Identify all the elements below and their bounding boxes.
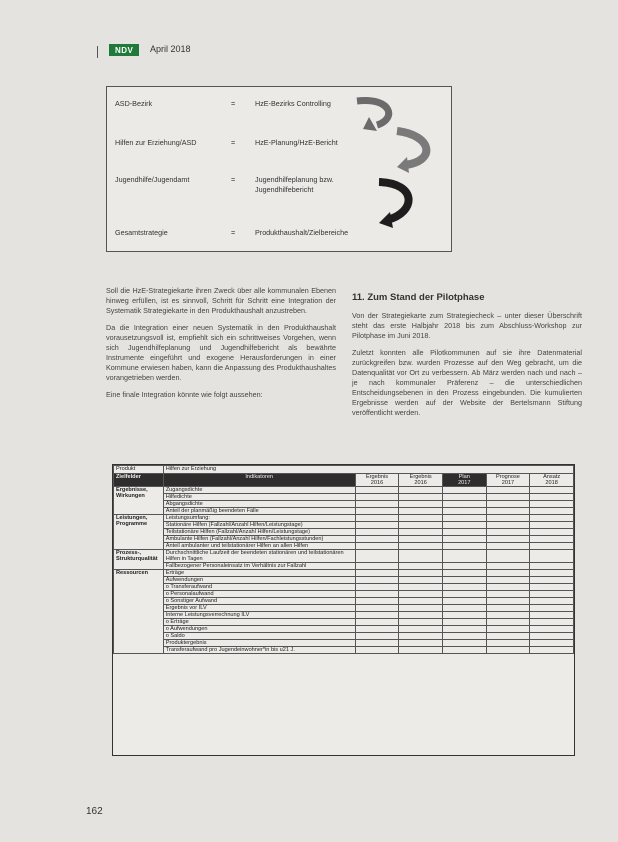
indicator-cell: Stationäre Hilfen (Fallzahl/Anzahl Hilfen/Leistungstage): [163, 522, 355, 529]
indicator-cell: o Personalaufwand: [163, 591, 355, 598]
indicator-cell: Erträge: [163, 570, 355, 577]
value-cell: [442, 536, 486, 543]
table-row: [114, 522, 574, 529]
figure-row-left: Jugendhilfe/Jugendamt: [115, 175, 190, 184]
value-cell: [399, 570, 443, 577]
table-row: [114, 501, 574, 508]
figure-row-equals: =: [231, 175, 236, 184]
value-cell: [442, 605, 486, 612]
value-cell: [399, 508, 443, 515]
value-cell: [530, 647, 574, 654]
header-year: 2018: [545, 480, 558, 486]
value-cell: [355, 591, 399, 598]
value-cell: [486, 626, 530, 633]
value-cell: [486, 543, 530, 550]
value-cell: [355, 598, 399, 605]
value-cell: [530, 494, 574, 501]
value-cell: [355, 612, 399, 619]
value-cell: [486, 487, 530, 494]
indicator-cell: Teilstationäre Hilfen (Fallzahl/Anzahl Hilfen/Leistungstage): [163, 529, 355, 536]
value-cell: [442, 647, 486, 654]
curved-arrow-3: [379, 182, 409, 220]
value-cell: [442, 494, 486, 501]
header-cell: [442, 474, 486, 487]
value-cell: [486, 570, 530, 577]
indicator-cell: Abgangsdichte: [163, 501, 355, 508]
figure-row-equals: =: [231, 228, 236, 237]
value-cell: [399, 598, 443, 605]
header-cell: Hilfen zur Erziehung: [163, 466, 573, 474]
value-cell: [442, 626, 486, 633]
indicator-cell: Anteil ambulanter und teilstationärer Hilfen an allen Hilfen: [163, 543, 355, 550]
figure-row-right: HzE-Bezirks Controlling: [255, 99, 331, 108]
value-cell: [486, 633, 530, 640]
value-cell: [442, 508, 486, 515]
value-cell: [486, 584, 530, 591]
table-row: [114, 570, 574, 577]
table-row: [114, 633, 574, 640]
table-row: [114, 494, 574, 501]
value-cell: [442, 570, 486, 577]
value-cell: [486, 550, 530, 563]
value-cell: [399, 626, 443, 633]
value-cell: [530, 550, 574, 563]
value-cell: [530, 598, 574, 605]
value-cell: [355, 550, 399, 563]
value-cell: [486, 529, 530, 536]
header-cell: Indikatoren: [163, 474, 355, 487]
indicator-cell: Produktergebnis: [163, 640, 355, 647]
value-cell: [355, 647, 399, 654]
value-cell: [355, 515, 399, 522]
header-cell: Produkt: [114, 466, 164, 474]
indicator-cell: Transferaufwand pro Jugendeinwohner*in bis u21 J.: [163, 647, 355, 654]
curved-arrows: [107, 87, 451, 251]
value-cell: [486, 612, 530, 619]
header-cell: [399, 474, 443, 487]
paragraph: Da die Integration einer neuen Systematik in den Produkthaushalt vorausetzungsvoll ist, empfiehlt sich ein schrittweises Vorgehen, wenn sich Jugendhilfeplanung und Jugendhilfebericht als bewährte Instrumente eingeführt und exogene Herausforderungen in einer Kommune erwiesen haben, kann die Anpassung des Produkthaushaltes vorangetrieben werden.: [106, 323, 336, 382]
paragraph: Zuletzt konnten alle Pilotkommunen auf sie ihre Datenmaterial zurückgreifen bzw. wurden Prozesse auf den Weg gebracht, um die Datenqualität vor Ort zu verbessern. Ab März werden nach und nach – je nach kommunaler Präferenz – die unterschiedlichen Entscheidungsebenen in den Prozess eingebunden. Die kumulierten Ergebnisse werden auf der Website der Bertelsmann Stiftung veröffentlicht werden.: [352, 348, 582, 417]
header-rule: [97, 46, 98, 58]
value-cell: [530, 577, 574, 584]
figure-row-right: Jugendhilfeplanung bzw. Jugendhilfebericht: [255, 175, 334, 194]
group-label: Prozess-, Strukturqualität: [114, 550, 164, 570]
value-cell: [355, 529, 399, 536]
value-cell: [486, 536, 530, 543]
value-cell: [355, 494, 399, 501]
value-cell: [442, 563, 486, 570]
value-cell: [486, 577, 530, 584]
value-cell: [399, 487, 443, 494]
publication-badge: NDV: [109, 44, 139, 56]
figure-row-right: HzE-Planung/HzE-Bericht: [255, 138, 338, 147]
header-label: Prognose: [495, 474, 520, 480]
value-cell: [530, 584, 574, 591]
value-cell: [355, 640, 399, 647]
value-cell: [442, 550, 486, 563]
table-row: [114, 508, 574, 515]
value-cell: [399, 619, 443, 626]
page-number: 162: [86, 806, 103, 817]
figure-row-right: Produkthaushalt/Zielbereiche: [255, 228, 349, 237]
indicator-cell: Ambulante Hilfen (Fallzahl/Anzahl Hilfen/Fachleistungsstunden): [163, 536, 355, 543]
value-cell: [486, 515, 530, 522]
value-cell: [530, 640, 574, 647]
table-row: [114, 640, 574, 647]
value-cell: [399, 640, 443, 647]
indicator-cell: o Transferaufwand: [163, 584, 355, 591]
value-cell: [530, 487, 574, 494]
arrowhead-2: [397, 157, 409, 173]
indicator-cell: Hilfedichte: [163, 494, 355, 501]
product-budget-table: [112, 464, 575, 756]
value-cell: [442, 522, 486, 529]
value-cell: [486, 501, 530, 508]
figure-row-left: Gesamtstrategie: [115, 228, 168, 237]
value-cell: [530, 626, 574, 633]
indicator-cell: Ergebnis vor ILV: [163, 605, 355, 612]
left-column: [106, 286, 336, 407]
indicator-cell: Aufwendungen: [163, 577, 355, 584]
value-cell: [442, 584, 486, 591]
figure-row-equals: =: [231, 138, 236, 147]
value-cell: [355, 584, 399, 591]
value-cell: [442, 640, 486, 647]
table-row: [114, 515, 574, 522]
value-cell: [530, 508, 574, 515]
table-row: [114, 529, 574, 536]
value-cell: [530, 605, 574, 612]
header-cell: [355, 474, 399, 487]
table-row: [114, 647, 574, 654]
value-cell: [399, 591, 443, 598]
right-column: [352, 293, 582, 425]
value-cell: [530, 522, 574, 529]
value-cell: [486, 563, 530, 570]
indicator-cell: o Sonstiger Aufwand: [163, 598, 355, 605]
table-row: [114, 619, 574, 626]
value-cell: [442, 529, 486, 536]
value-cell: [355, 605, 399, 612]
table-row: [114, 598, 574, 605]
value-cell: [442, 598, 486, 605]
value-cell: [486, 522, 530, 529]
value-cell: [399, 494, 443, 501]
indicator-cell: o Aufwendungen: [163, 626, 355, 633]
value-cell: [442, 619, 486, 626]
table-row: [114, 536, 574, 543]
value-cell: [442, 515, 486, 522]
indicator-cell: o Saldo: [163, 633, 355, 640]
value-cell: [530, 619, 574, 626]
table-row: [114, 584, 574, 591]
value-cell: [486, 619, 530, 626]
header-year: 2017: [458, 480, 471, 486]
value-cell: [442, 591, 486, 598]
paragraph: Von der Strategiekarte zum Strategiecheck – unter dieser Überschrift steht das erste Halbjahr 2018 bis zum Abschluss-Workshop zur Pilotphase im Juni 2018.: [352, 311, 582, 340]
group-label: Ergebnisse, Wirkungen: [114, 487, 164, 515]
value-cell: [530, 501, 574, 508]
paragraph: Soll die HzE-Strategiekarte ihren Zweck über alle kommunalen Ebenen hinweg erfüllen, ist es sinnvoll, Schritt für Schritt eine Integration der Systematik Strategiekarte in den Produkthaushalt anzustreben.: [106, 286, 336, 315]
value-cell: [530, 529, 574, 536]
value-cell: [355, 619, 399, 626]
value-cell: [486, 591, 530, 598]
value-cell: [530, 591, 574, 598]
header-label: Ansatz: [543, 474, 561, 480]
curved-arrow-2: [397, 131, 426, 165]
section-heading: 11. Zum Stand der Pilotphase: [352, 292, 485, 303]
table-row: [114, 487, 574, 494]
figure-row-equals: =: [231, 99, 236, 108]
value-cell: [355, 577, 399, 584]
table-row: [114, 605, 574, 612]
value-cell: [530, 633, 574, 640]
value-cell: [442, 487, 486, 494]
value-cell: [399, 550, 443, 563]
value-cell: [355, 626, 399, 633]
value-cell: [442, 612, 486, 619]
value-cell: [530, 563, 574, 570]
table-row: [114, 577, 574, 584]
value-cell: [399, 577, 443, 584]
value-cell: [442, 577, 486, 584]
header-label: Ergebnis: [409, 474, 432, 480]
strategy-figure: [106, 86, 452, 252]
indicator-cell: Durchschnittliche Laufzeit der beendeten stationären und teilstationären Hilfen in Tagen: [163, 550, 355, 563]
value-cell: [399, 563, 443, 570]
value-cell: [399, 501, 443, 508]
value-cell: [399, 522, 443, 529]
table-row: [114, 550, 574, 563]
value-cell: [399, 605, 443, 612]
value-cell: [355, 487, 399, 494]
arrowhead-1: [363, 117, 377, 131]
header-label: Ergebnis: [365, 474, 389, 480]
value-cell: [399, 584, 443, 591]
table-row: [114, 563, 574, 570]
curved-arrow-1: [357, 101, 389, 125]
header-cell: [530, 474, 574, 487]
value-cell: [530, 515, 574, 522]
value-cell: [486, 605, 530, 612]
group-label: Leistungen, Programme: [114, 515, 164, 550]
value-cell: [486, 640, 530, 647]
header-cell: [486, 474, 530, 487]
indicator-cell: Anteil der planmäßig beendeten Fälle: [163, 508, 355, 515]
value-cell: [399, 647, 443, 654]
value-cell: [355, 501, 399, 508]
value-cell: [355, 522, 399, 529]
figure-row-left: Hilfen zur Erziehung/ASD: [115, 138, 197, 147]
value-cell: [530, 536, 574, 543]
table-row: [114, 626, 574, 633]
group-label: Ressourcen: [114, 570, 164, 654]
value-cell: [399, 536, 443, 543]
value-cell: [399, 515, 443, 522]
value-cell: [530, 570, 574, 577]
table-row: [114, 591, 574, 598]
table-row: [114, 612, 574, 619]
table-row: [114, 543, 574, 550]
value-cell: [399, 529, 443, 536]
header-year: 2017: [501, 480, 515, 486]
table-header-row: [114, 466, 574, 474]
value-cell: [399, 612, 443, 619]
value-cell: [355, 563, 399, 570]
paragraph: Eine finale Integration könnte wie folgt aussehen:: [106, 390, 263, 399]
header-cell: Zielfelder: [114, 474, 164, 487]
issue-date: April 2018: [150, 44, 191, 54]
header-year: 2016: [414, 480, 427, 486]
value-cell: [486, 598, 530, 605]
indicator-cell: Zugangsdichte: [163, 487, 355, 494]
value-cell: [355, 633, 399, 640]
value-cell: [442, 501, 486, 508]
indicator-cell: Leistungsumfang:: [163, 515, 355, 522]
indicator-cell: o Erträge: [163, 619, 355, 626]
value-cell: [355, 508, 399, 515]
header-label: Plan: [458, 474, 470, 480]
value-cell: [355, 543, 399, 550]
value-cell: [355, 536, 399, 543]
value-cell: [355, 570, 399, 577]
header-year: 2016: [370, 480, 384, 486]
value-cell: [399, 633, 443, 640]
arrowhead-3: [379, 212, 393, 228]
value-cell: [530, 543, 574, 550]
figure-row-left: ASD-Bezirk: [115, 99, 153, 108]
value-cell: [530, 612, 574, 619]
table-header-row: [114, 474, 574, 487]
value-cell: [442, 633, 486, 640]
value-cell: [486, 494, 530, 501]
indicator-cell: Interne Leistungsverrechnung ILV: [163, 612, 355, 619]
value-cell: [486, 508, 530, 515]
indicator-cell: Fallbezogener Personaleinsatz im Verhältnis zur Fallzahl: [163, 563, 355, 570]
value-cell: [486, 647, 530, 654]
value-cell: [399, 543, 443, 550]
value-cell: [442, 543, 486, 550]
